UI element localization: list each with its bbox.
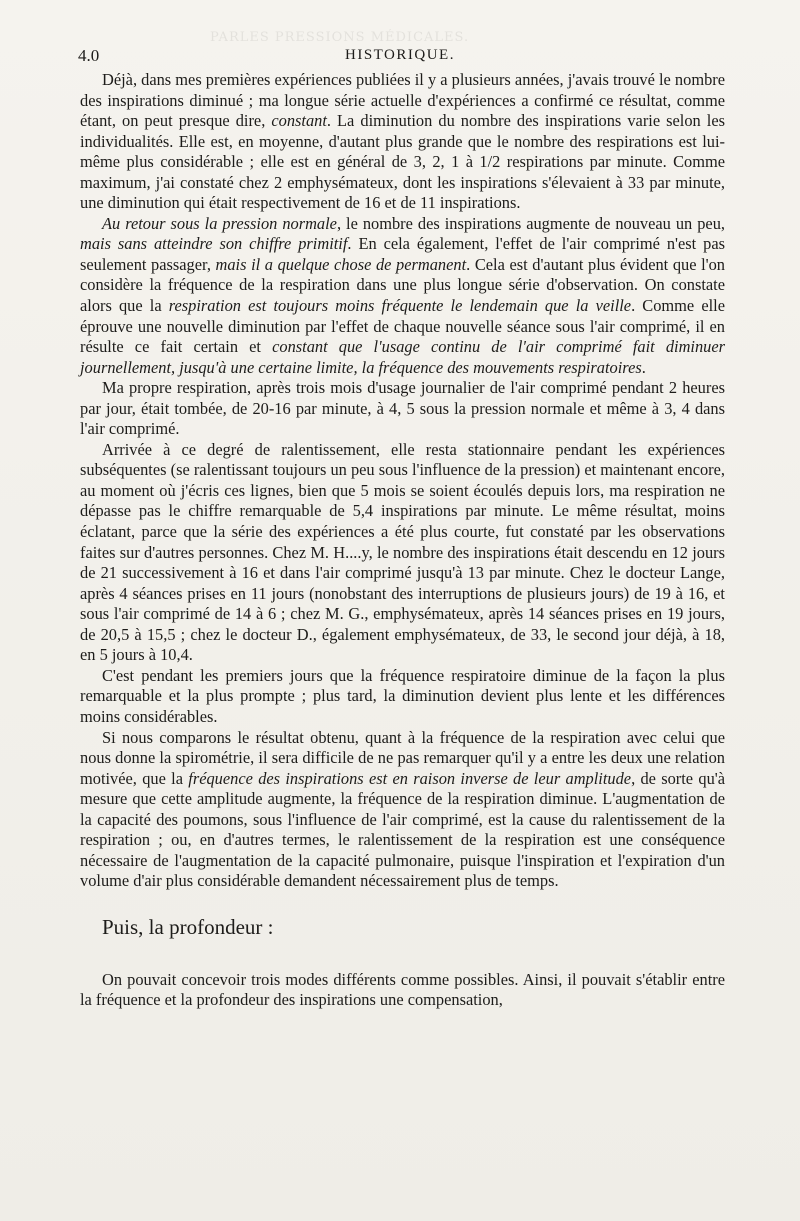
text-run: , de sorte qu'à mesure que cette amplitude augmente, la fréquence de la respiration diminue. L'augmentation de la capacité des poumons, sous l'influence de l'air comprimé, est la cause du ralentissement de la respiration ; ou, en d'autres termes, le ralentissement de la respiration est une conséquence nécessaire de l'augmentation de la capacité pulmonaire, puisque l'inspiration et l'expiration d'un volume d'air plus considérable demandent nécessairement plus de temps. [80, 768, 725, 891]
text-run: Si nous comparons le résultat obtenu, quant à la fréquence de la respiration avec celui que nous donne la spirométrie, il sera difficile de ne pas remarquer qu'il y a entre les deux une relation motivée, que la [80, 727, 725, 788]
text-run: Ma propre respiration, après trois mois d'usage journalier de l'air comprimé pendant 2 heures par jour, était tombée, de 20-16 par minute, à 4, 5 sous la pression normale et même à 3, 4 dans l'air comprimé. [80, 378, 725, 439]
page-body [80, 70, 725, 1011]
text-run: . La diminution du nombre des inspirations varie selon les individualités. Elle est, en moyenne, d'autant plus grande que le nombre des respirations est lui-même plus considérable ; elle est en général de 3, 2, 1 à 1/2 respirations par minute. Comme maximum, j'ai constaté chez 2 emphysémateux, dont les inspirations s'élevaient à 33 par minute, une diminution qui était respectivement de 16 et de 11 inspirations. [80, 111, 726, 213]
running-head: HISTORIQUE. [345, 47, 455, 63]
text-run: . En cela également, l'effet de l'air comprimé n'est pas seulement passager, [80, 234, 725, 274]
body-paragraph [80, 440, 725, 666]
text-run: , le nombre des inspirations augmente de nouveau un peu, [336, 213, 725, 233]
body-paragraph [80, 728, 725, 892]
closing-paragraph: On pouvait concevoir trois modes différents comme possibles. Ainsi, il pouvait s'établir entre la fréquence et la profondeur des inspirations une compensation, [80, 969, 725, 1010]
page-number: 4.0 [78, 46, 100, 65]
italic-run: fréquence des inspirations est en raison inverse de leur amplitude [188, 768, 632, 788]
body-paragraph [80, 70, 725, 214]
page-header [78, 46, 722, 70]
italic-run: mais il a quelque chose de permanent [215, 254, 467, 274]
bleed-through-text: PARLES PRESSIONS MÉDICALES. [210, 30, 470, 45]
text-run: Arrivée à ce degré de ralentissement, elle resta stationnaire pendant les expériences subséquentes (se ralentissant toujours un peu sous l'influence de la pression) et maintenant encore, au moment où j'écris ces lignes, bien que 5 mois se soient écoulés depuis lors, ma respiration ne dépasse pas le chiffre remarquable de 5,4 inspirations par minute. Le même résultat, moins éclatant, parce que la série des expériences a été plus courte, fut constaté par les observations faites sur d'autres personnes. Chez M. H....y, le nombre des inspirations était descendu en 12 jours de 21 successivement à 16 et dans l'air comprimé jusqu'à 13 par minute. Chez le docteur Lange, après 4 séances prises en 11 jours (nonobstant des interruptions de plusieurs jours) de 19 à 16, et sous l'air comprimé de 14 à 6 ; chez M. G., emphysémateux, après 14 séances prises en 19 jours, de 20,5 à 15,5 ; chez le docteur D., également emphysémateux, de 33, le second jour déjà, à 18, en 5 jours à 10,4. [80, 439, 725, 665]
italic-run: Au retour sous la pression normale [102, 213, 337, 233]
italic-run: respiration est toujours moins fréquente le lendemain que la veille [168, 296, 632, 316]
body-paragraphs [80, 70, 725, 892]
body-paragraph [80, 666, 725, 728]
text-run: . Comme elle éprouve une nouvelle diminution par l'effet de chaque nouvelle séance sous l'air comprimé, il en résulte ce fait certain et [80, 296, 725, 357]
italic-run: mais sans atteindre son chiffre primitif [80, 234, 348, 254]
text-run: Déjà, dans mes premières expériences publiées il y a plusieurs années, j'avais trouvé le nombre des inspirations diminué ; ma longue série actuelle d'expériences a confirmé ce résultat, comme étant, on peut presque dire, [80, 70, 725, 131]
body-paragraph [80, 378, 725, 440]
text-run: . Cela est d'autant plus évident que l'on considère la fréquence de la respiration dans une plus longue série d'observation. On constate alors que la [80, 254, 725, 316]
text-run: . [641, 357, 646, 377]
body-paragraph [80, 214, 725, 378]
italic-run: constant que l'usage continu de l'air comprimé fait diminuer journellement, jusqu'à une certaine limite, la fréquence des mouvements respiratoires [80, 337, 725, 377]
italic-run: constant [271, 111, 327, 131]
text-run: C'est pendant les premiers jours que la fréquence respiratoire diminue de la façon la plus remarquable et la plus prompte ; plus tard, la diminution devient plus lente et les différences moins considérables. [80, 665, 725, 726]
section-subheading: Puis, la profondeur : [102, 914, 274, 939]
